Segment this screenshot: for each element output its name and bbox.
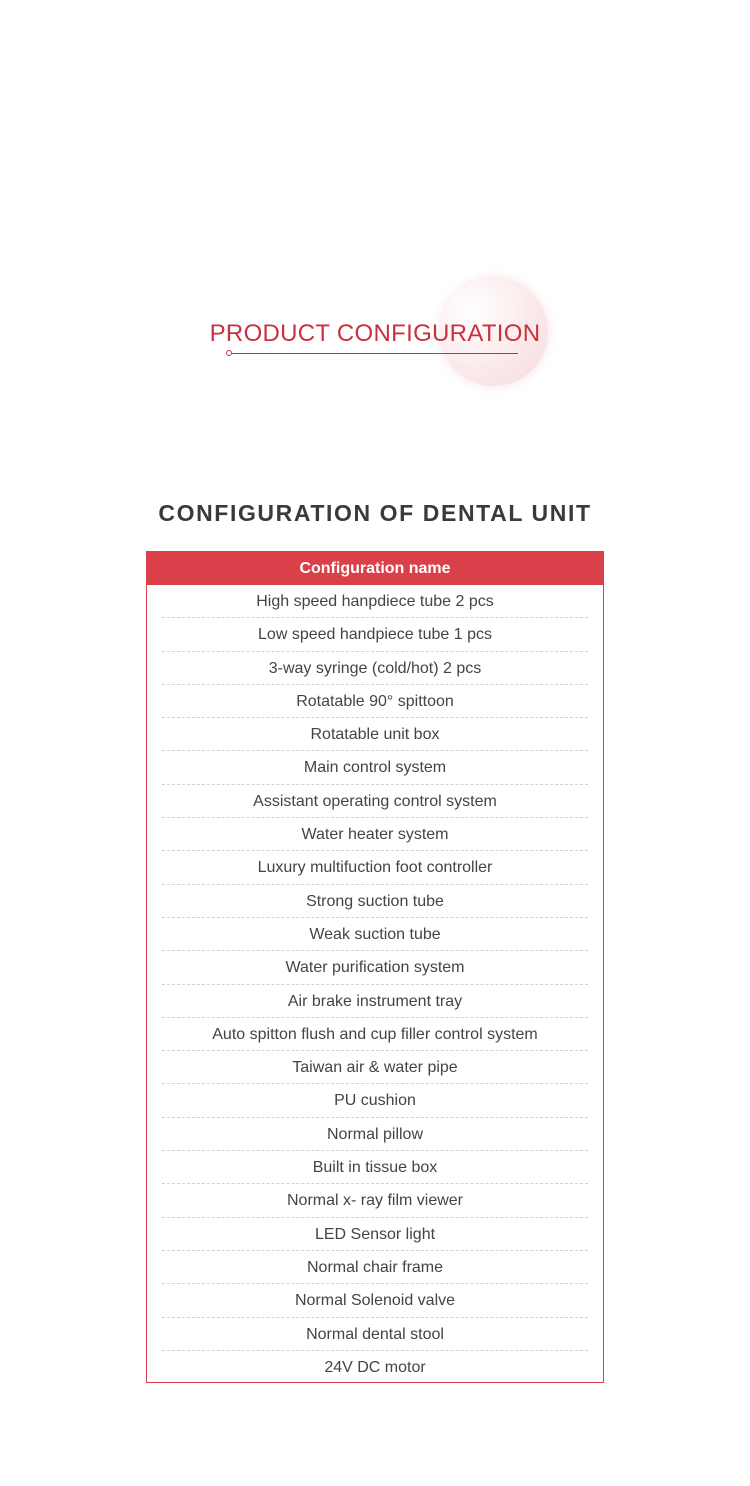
banner-underline-dot (226, 350, 232, 356)
table-header: Configuration name (147, 552, 603, 585)
section-title: CONFIGURATION OF DENTAL UNIT (158, 500, 592, 526)
table-row: Assistant operating control system (162, 785, 588, 818)
table-row: Auto spitton flush and cup filler control system (162, 1018, 588, 1051)
table-row: Normal dental stool (162, 1318, 588, 1351)
table-row: Built in tissue box (162, 1151, 588, 1184)
table-row: LED Sensor light (162, 1218, 588, 1251)
banner-underline (232, 353, 518, 354)
banner-title: PRODUCT CONFIGURATION (209, 320, 541, 347)
configuration-table (146, 551, 604, 1383)
table-row: Normal Solenoid valve (162, 1284, 588, 1317)
table-row: PU cushion (162, 1084, 588, 1117)
table-row: Weak suction tube (162, 918, 588, 951)
product-configuration-banner (0, 270, 750, 400)
table-body (147, 585, 603, 1384)
table-row: High speed hanpdiece tube 2 pcs (162, 585, 588, 618)
table-row: Low speed handpiece tube 1 pcs (162, 618, 588, 651)
table-row: Luxury multifuction foot controller (162, 851, 588, 884)
table-row: Water purification system (162, 951, 588, 984)
table-row: Rotatable 90° spittoon (162, 685, 588, 718)
table-row: Air brake instrument tray (162, 985, 588, 1018)
table-row: Strong suction tube (162, 885, 588, 918)
table-row: Normal chair frame (162, 1251, 588, 1284)
table-row: Main control system (162, 751, 588, 784)
table-row: Taiwan air & water pipe (162, 1051, 588, 1084)
table-row: Water heater system (162, 818, 588, 851)
table-row: Rotatable unit box (162, 718, 588, 751)
table-row: 3-way syringe (cold/hot) 2 pcs (162, 652, 588, 685)
table-row: Normal pillow (162, 1118, 588, 1151)
table-row: Normal x- ray film viewer (162, 1184, 588, 1217)
table-row: 24V DC motor (324, 1358, 426, 1376)
